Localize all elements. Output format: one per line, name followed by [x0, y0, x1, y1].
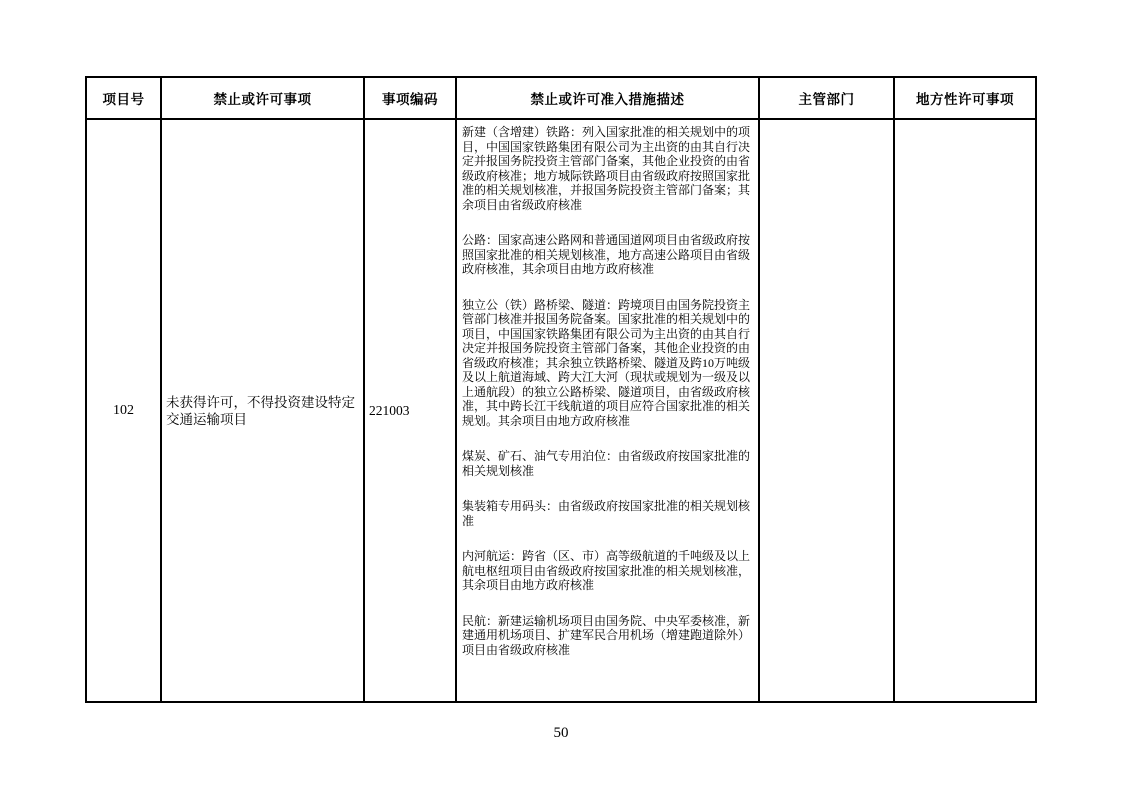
cell-item-code: 221003	[364, 119, 456, 702]
cell-local-licensing-item	[894, 119, 1036, 702]
description-paragraph-railway: 新建（含增建）铁路：列入国家批准的相关规划中的项目，中国国家铁路集团有限公司为主出资的由其自行决定并报国务院投资主管部门备案，其他企业投资的由省级政府核准；地方城际铁路项目由省级政府按照国家批准的相关规划核准，并报国务院投资主管部门备案；其余项目由省级政府核准	[462, 125, 751, 212]
description-paragraph-berth: 煤炭、矿石、油气专用泊位：由省级政府按国家批准的相关规划核准	[462, 449, 751, 478]
col-header-item-code: 事项编码	[364, 77, 456, 119]
col-header-competent-department: 主管部门	[759, 77, 894, 119]
description-paragraph-inland-waterway: 内河航运：跨省（区、市）高等级航道的千吨级及以上航电枢纽项目由省级政府按国家批准的相关规划核准，其余项目由地方政府核准	[462, 549, 751, 592]
col-header-local-licensing-item: 地方性许可事项	[894, 77, 1036, 119]
table-header-row	[86, 77, 1036, 119]
cell-competent-department	[759, 119, 894, 702]
col-header-measure-description: 禁止或许可准入措施描述	[456, 77, 759, 119]
table-row	[86, 119, 1036, 702]
regulation-table	[85, 76, 1037, 703]
cell-measure-description	[456, 119, 759, 702]
description-paragraph-civil-aviation: 民航：新建运输机场项目由国务院、中央军委核准，新建通用机场项目、扩建军民合用机场（增建跑道除外）项目由省级政府核准	[462, 613, 751, 657]
description-paragraph-container-terminal: 集装箱专用码头：由省级政府按国家批准的相关规划核准	[462, 499, 751, 528]
description-paragraph-highway: 公路：国家高速公路网和普通国道网项目由省级政府按照国家批准的相关规划核准，地方高速公路项目由省级政府核准，其余项目由地方政府核准	[462, 233, 751, 276]
cell-project-no: 102	[86, 119, 161, 702]
cell-prohibited-or-licensed-item: 未获得许可，不得投资建设特定交通运输项目	[161, 119, 364, 702]
col-header-prohibited-or-licensed-item: 禁止或许可事项	[161, 77, 364, 119]
col-header-project-no: 项目号	[86, 77, 161, 119]
page-number: 50	[553, 725, 569, 741]
description-paragraph-bridge-tunnel: 独立公（铁）路桥梁、隧道：跨境项目由国务院投资主管部门核准并报国务院备案。国家批准的相关规划中的项目，中国国家铁路集团有限公司为主出资的由其自行决定并报国务院投资主管部门备案，其他企业投资的由省级政府核准；其余独立铁路桥梁、隧道及跨10万吨级及以上航道海域、跨大江大河（现状或规划为一级及以上通航段）的独立公路桥梁、隧道项目，由省级政府核准，其中跨长江干线航道的项目应符合国家批准的相关规划。其余项目由地方政府核准	[462, 297, 751, 428]
